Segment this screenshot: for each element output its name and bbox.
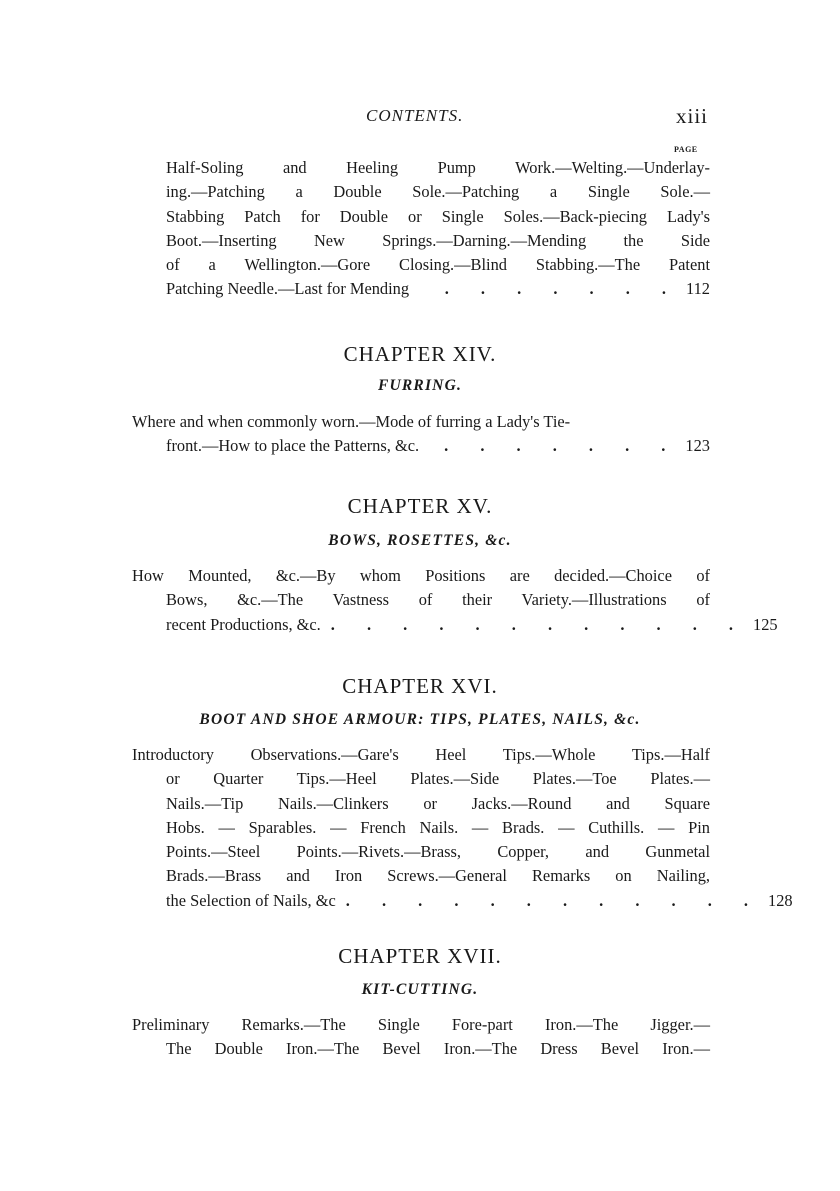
page-column-label: PAGE bbox=[674, 145, 698, 154]
entry-line: Points.—Steel Points.—Rivets.—Brass, Copper, and Gunmetal bbox=[166, 842, 710, 862]
entry-line: or Quarter Tips.—Heel Plates.—Side Plates.—Toe Plates.— bbox=[166, 769, 710, 789]
entry-line: Hobs. — Sparables. — French Nails. — Brads. — Cuthills. — Pin bbox=[166, 817, 710, 837]
dot-leader: . . . . . . . bbox=[444, 279, 681, 299]
toc-entry-chapter-xvi bbox=[132, 743, 793, 913]
entry-line: Preliminary Remarks.—The Single Fore-part Iron.—The Jigger.— bbox=[132, 1015, 710, 1034]
entry-text: front.—How to place the Patterns, &c. bbox=[166, 436, 420, 456]
entry-text: Patching Needle.—Last for Mending bbox=[166, 279, 410, 299]
chapter-heading: CHAPTER XVI. bbox=[342, 674, 498, 698]
toc-entry-chapter-xiii-continued bbox=[132, 156, 710, 302]
entry-line: Brads.—Brass and Iron Screws.—General Remarks on Nailing, bbox=[166, 866, 710, 886]
entry-line: ing.—Patching a Double Sole.—Patching a Single Sole.— bbox=[166, 182, 710, 202]
entry-last-line bbox=[132, 434, 710, 458]
toc-entry-chapter-xv bbox=[132, 564, 778, 637]
toc-entry-chapter-xvii bbox=[132, 1013, 710, 1062]
dot-leader: . . . . . . . . . . . . bbox=[330, 614, 748, 634]
entry-last-line bbox=[132, 889, 793, 913]
chapter-subtitle: BOWS, ROSETTES, &c. bbox=[328, 532, 512, 549]
entry-text: the Selection of Nails, &c bbox=[166, 890, 336, 910]
chapter-subtitle: KIT-CUTTING. bbox=[361, 981, 479, 998]
entry-page-number: 125 bbox=[753, 614, 778, 634]
dot-leader: . . . . . . . bbox=[444, 436, 680, 456]
entry-line: Half-Soling and Heeling Pump Work.—Welting.—Underlay- bbox=[166, 158, 710, 177]
entry-line: How Mounted, &c.—By whom Positions are decided.—Choice of bbox=[132, 566, 710, 585]
entry-page-number: 112 bbox=[686, 279, 710, 299]
entry-text: recent Productions, &c. bbox=[166, 614, 321, 634]
chapter-heading: CHAPTER XVII. bbox=[338, 944, 502, 968]
running-head-title: CONTENTS. bbox=[366, 106, 464, 125]
entry-line: Where and when commonly worn.—Mode of furring a Lady's Tie- bbox=[132, 412, 571, 431]
page-number: xiii bbox=[676, 104, 709, 128]
entry-line: Boot.—Inserting New Springs.—Darning.—Mending the Side bbox=[166, 230, 710, 250]
chapter-heading: CHAPTER XV. bbox=[347, 494, 493, 518]
entry-last-line bbox=[132, 613, 778, 637]
entry-page-number: 128 bbox=[768, 890, 793, 910]
toc-entry-chapter-xiv bbox=[132, 410, 710, 459]
chapter-subtitle: FURRING. bbox=[377, 377, 463, 394]
dot-leader: . . . . . . . . . . . . bbox=[345, 890, 763, 910]
chapter-heading: CHAPTER XIV. bbox=[343, 342, 497, 366]
entry-line: Bows, &c.—The Vastness of their Variety.—Illustrations of bbox=[166, 590, 710, 610]
chapter-subtitle: BOOT AND SHOE ARMOUR: TIPS, PLATES, NAILS, &c. bbox=[199, 711, 641, 728]
entry-page-number: 123 bbox=[685, 436, 710, 456]
entry-line: Introductory Observations.—Gare's Heel Tips.—Whole Tips.—Half bbox=[132, 745, 710, 764]
entry-line: Nails.—Tip Nails.—Clinkers or Jacks.—Round and Square bbox=[166, 793, 710, 813]
entry-last-line bbox=[132, 277, 710, 301]
entry-line: Stabbing Patch for Double or Single Soles.—Back-piecing Lady's bbox=[166, 206, 710, 226]
entry-line: The Double Iron.—The Bevel Iron.—The Dress Bevel Iron.— bbox=[166, 1039, 710, 1059]
entry-line: of a Wellington.—Gore Closing.—Blind Stabbing.—The Patent bbox=[166, 255, 710, 275]
